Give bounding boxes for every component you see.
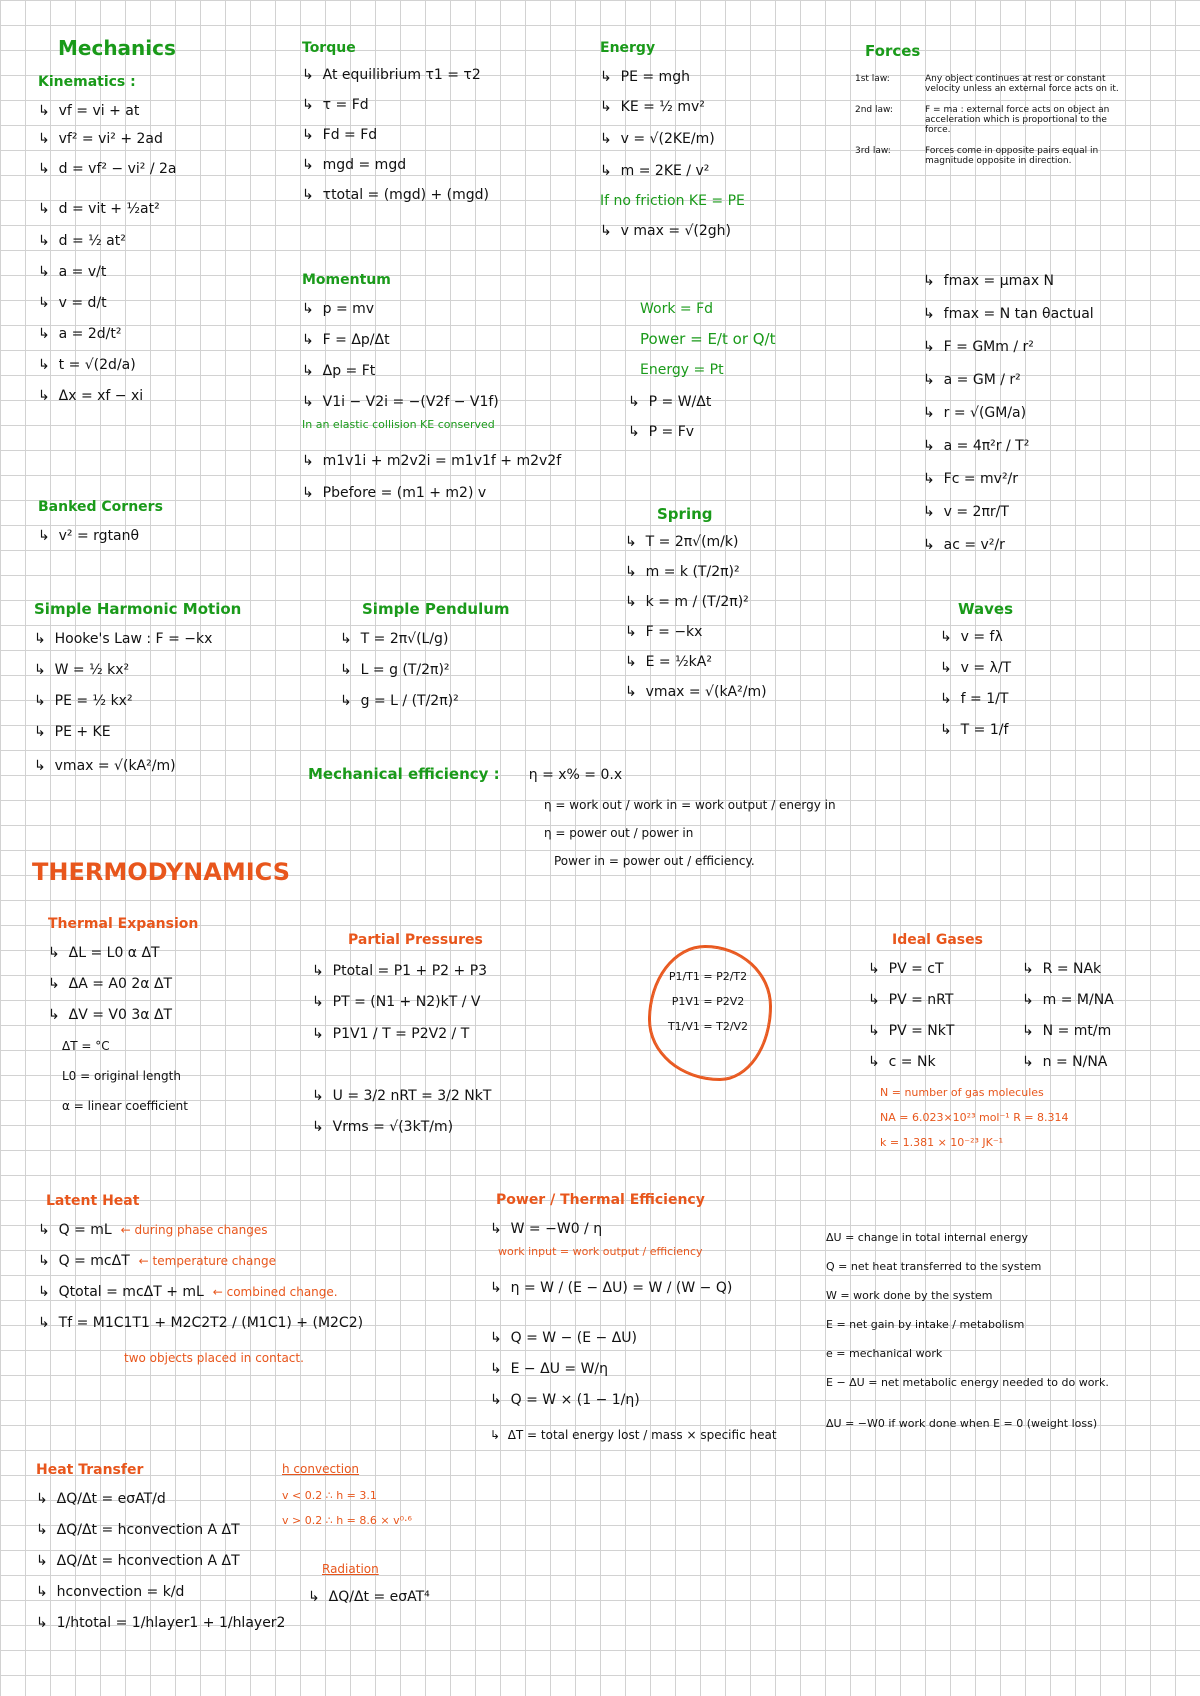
equation: ↳ ΔA = A0 2α ΔT	[48, 977, 198, 991]
equation: ↳ F = GMm / r²	[923, 340, 1094, 354]
equation: ↳ v = 2πr/T	[923, 505, 1094, 519]
equation: ↳ Δx = xf − xi	[38, 389, 177, 403]
equation: ↳ τtotal = (mgd) + (mgd)	[302, 188, 489, 202]
kinematics-section	[38, 74, 177, 403]
equation: ↳ m1v1i + m2v2i = m1v1f + m2v2f	[302, 454, 561, 468]
newton-law-2: 2nd law: F = ma : external force acts on object an acceleration which is proportional to the force.	[855, 104, 1110, 136]
pendulum-section	[340, 600, 510, 708]
equation: ↳ F = Δp/Δt	[302, 333, 561, 347]
equation: ↳ a = 4π²r / T²	[923, 439, 1094, 453]
equation: P1/T1 = P2/T2	[668, 970, 748, 983]
efficiency-section	[308, 764, 836, 867]
equation: ↳ r = √(GM/a)	[923, 406, 1094, 420]
equation: η = x% = 0.x	[528, 767, 623, 783]
equation: ↳ PV = nRT	[868, 993, 1022, 1007]
thermal-expansion-title: Thermal Expansion	[48, 916, 199, 932]
newton-law-3: 3rd law: Forces come in opposite pairs equal in magnitude opposite in direction.	[855, 145, 1099, 167]
legend-item: Q = net heat transferred to the system	[826, 1260, 1042, 1273]
equation: ↳ g = L / (T/2π)²	[340, 694, 510, 708]
definition: α = linear coefficient	[62, 1099, 188, 1113]
latent-line: ↳ Qtotal = mcΔT + mL ← combined change.	[38, 1285, 363, 1299]
equation: ↳ P1V1 / T = P2V2 / T	[312, 1027, 491, 1041]
constant-note: N = number of gas molecules	[880, 1086, 1044, 1099]
equation: ↳ ΔQ/Δt = hconvection A ΔT	[36, 1523, 285, 1537]
equation: η = work out / work in = work output / energy in	[544, 798, 836, 812]
work-power-section	[640, 302, 776, 439]
latent-heat-section	[46, 1193, 363, 1364]
equation: ↳ PE = mgh	[600, 70, 745, 84]
equation: ↳ ΔQ/Δt = eσAT⁴	[308, 1590, 430, 1604]
equation: ↳ Fc = mv²/r	[923, 472, 1094, 486]
definition: L0 = original length	[62, 1069, 181, 1083]
equation: ↳ ΔQ/Δt = eσAT/d	[36, 1492, 285, 1506]
equation: ↳ η = W / (E − ΔU) = W / (W − Q)	[490, 1281, 777, 1295]
latent-line: ↳ Q = mL ← during phase changes	[38, 1223, 363, 1237]
equation: ↳ m = 2KE / v²	[600, 164, 745, 178]
equation: ↳ hconvection = k/d	[36, 1585, 285, 1599]
radiation-title: Radiation	[322, 1562, 379, 1576]
radiation-section	[322, 1562, 430, 1604]
efficiency-note: work input = work output / efficiency	[498, 1245, 703, 1258]
legend-item: E − ΔU = net metabolic energy needed to do work.	[826, 1376, 1109, 1389]
equation: ↳ vmax = √(kA²/m)	[34, 759, 241, 773]
ideal-gases-section	[868, 932, 1114, 1148]
thermal-efficiency-title: Power / Thermal Efficiency	[496, 1192, 705, 1208]
newton-law-1: 1st law: Any object continues at rest or constant velocity unless an external force acts on it.	[855, 74, 1119, 95]
equation: Power in = power out / efficiency.	[554, 854, 755, 868]
equation: ↳ P = Fv	[628, 425, 776, 439]
equation: ↳ PE = ½ kx²	[34, 694, 241, 708]
equation: ↳ c = Nk	[868, 1055, 1022, 1069]
equation: ↳ ΔQ/Δt = hconvection A ΔT	[36, 1554, 285, 1568]
equation: v < 0.2 ∴ h = 3.1	[282, 1489, 377, 1502]
heat-transfer-title: Heat Transfer	[36, 1462, 144, 1478]
h-convection-section	[282, 1462, 412, 1526]
forces-section	[855, 42, 1155, 166]
equation: ↳ d = vit + ½at²	[38, 202, 177, 216]
momentum-section	[302, 272, 561, 500]
equation: ↳ a = GM / r²	[923, 373, 1094, 387]
waves-section	[940, 600, 1013, 737]
equation: ↳ Vrms = √(3kT/m)	[312, 1120, 491, 1134]
equation: ↳ F = −kx	[625, 625, 767, 639]
equation: ↳ T = 1/f	[940, 723, 1013, 737]
spring-section	[625, 505, 767, 699]
equation: P1V1 = P2V2	[671, 995, 745, 1008]
equation: ↳ d = ½ at²	[38, 234, 177, 248]
equation: ↳ At equilibrium τ1 = τ2	[302, 68, 489, 82]
contact-note: two objects placed in contact.	[124, 1351, 304, 1365]
equation: η = power out / power in	[544, 826, 694, 840]
equation: ↳ T = 2π√(m/k)	[625, 535, 767, 549]
kinematics-equations	[38, 104, 177, 403]
thermodynamics-title: THERMODYNAMICS	[32, 858, 290, 886]
equation: ↳ KE = ½ mv²	[600, 100, 745, 114]
legend-item: e = mechanical work	[826, 1347, 943, 1360]
thermal-efficiency-section	[490, 1192, 777, 1441]
equation: ↳ ΔV = V0 3α ΔT	[48, 1008, 198, 1022]
equation: ↳ fmax = N tan θactual	[923, 307, 1094, 321]
equation: ↳ f = 1/T	[940, 692, 1013, 706]
gas-laws-cloud-text	[658, 970, 758, 1045]
power-equation: Power = E/t or Q/t	[640, 330, 776, 348]
equation: ↳ n = N/NA	[1022, 1055, 1114, 1069]
ideal-gases-title: Ideal Gases	[892, 932, 983, 948]
partial-pressures-title: Partial Pressures	[348, 932, 483, 948]
equation: ↳ m = M/NA	[1022, 993, 1114, 1007]
equation: ↳ Q = W × (1 − 1/η)	[490, 1393, 777, 1407]
torque-title: Torque	[302, 40, 356, 56]
banked-corners-section	[38, 499, 163, 543]
shm-section	[34, 600, 241, 773]
equation: ↳ ac = v²/r	[923, 538, 1094, 552]
pendulum-title: Simple Pendulum	[362, 600, 510, 618]
kinematics-title: Kinematics :	[38, 74, 136, 90]
equation: ↳ E = ½kA²	[625, 655, 767, 669]
waves-title: Waves	[958, 600, 1014, 618]
equation: ↳ a = 2d/t²	[38, 327, 177, 341]
momentum-title: Momentum	[302, 272, 391, 288]
equation: ↳ W = −W0 / η	[490, 1222, 777, 1236]
legend-item: W = work done by the system	[826, 1289, 993, 1302]
equation: ↳ PV = NkT	[868, 1024, 1022, 1038]
equation: ↳ E − ΔU = W/η	[490, 1362, 777, 1376]
equation: ↳ vmax = √(kA²/m)	[625, 685, 767, 699]
equation: ↳ a = v/t	[38, 265, 177, 279]
equation: ↳ p = mv	[302, 302, 561, 316]
equation: ↳ Fd = Fd	[302, 128, 489, 142]
equation: ↳ PV = cT	[868, 962, 1022, 976]
variable-legend	[826, 1232, 1109, 1429]
torque-section	[302, 40, 489, 202]
equation: ↳ fmax = μmax N	[923, 274, 1094, 288]
equation: ↳ v = fλ	[940, 630, 1013, 644]
equation: ↳ t = √(2d/a)	[38, 358, 177, 372]
equation: ↳ Ptotal = P1 + P2 + P3	[312, 964, 491, 978]
equation: ↳ U = 3/2 nRT = 3/2 NkT	[312, 1089, 491, 1103]
latent-heat-title: Latent Heat	[46, 1193, 140, 1209]
equation: ↳ R = NAk	[1022, 962, 1114, 976]
equation: ↳ τ = Fd	[302, 98, 489, 112]
legend-item: ΔU = change in total internal energy	[826, 1231, 1028, 1244]
equation: ↳ PT = (N1 + N2)kT / V	[312, 995, 491, 1009]
equation: ↳ v = λ/T	[940, 661, 1013, 675]
energy-title: Energy	[600, 40, 656, 56]
efficiency-title: Mechanical efficiency :	[308, 765, 500, 783]
equation: ↳ W = ½ kx²	[34, 663, 241, 677]
equation: ↳ v² = rgtanθ	[38, 529, 163, 543]
equation: ↳ L = g (T/2π)²	[340, 663, 510, 677]
equation: ↳ k = m / (T/2π)²	[625, 595, 767, 609]
equation: ↳ Hooke's Law : F = −kx	[34, 632, 241, 646]
equation: ↳ ΔL = L0 α ΔT	[48, 946, 198, 960]
equation: ↳ Q = W − (E − ΔU)	[490, 1331, 777, 1345]
equation: v > 0.2 ∴ h = 8.6 × v⁰·⁶	[282, 1514, 412, 1527]
equation: ↳ PE + KE	[34, 725, 241, 739]
energy-section	[600, 40, 745, 238]
elastic-note: In an elastic collision KE conserved	[302, 418, 495, 431]
partial-pressures-section	[312, 932, 491, 1134]
heat-transfer-section	[36, 1462, 285, 1630]
equation: ↳ N = mt/m	[1022, 1024, 1114, 1038]
mechanics-title: Mechanics	[58, 36, 176, 60]
banked-corners-title: Banked Corners	[38, 499, 163, 515]
legend-item: ΔU = −W0 if work done when E = 0 (weight loss)	[826, 1417, 1098, 1430]
equation: ↳ mgd = mgd	[302, 158, 489, 172]
equation: ↳ ΔT = total energy lost / mass × specific heat	[490, 1429, 777, 1441]
equation: ↳ 1/htotal = 1/hlayer1 + 1/hlayer2	[36, 1616, 285, 1630]
energy-equation: Energy = Pt	[640, 362, 724, 378]
forces-title: Forces	[865, 42, 921, 60]
equation: ↳ v = d/t	[38, 296, 177, 310]
work-equation: Work = Fd	[640, 301, 714, 317]
equation: ↳ v max = √(2gh)	[600, 224, 745, 238]
no-friction-condition: If no friction KE = PE	[600, 193, 745, 209]
equation: ↳ m = k (T/2π)²	[625, 565, 767, 579]
definition: ΔT = °C	[62, 1039, 110, 1053]
shm-title: Simple Harmonic Motion	[34, 600, 242, 618]
equation: ↳ vf² = vi² + 2ad	[38, 132, 177, 146]
h-convection-title: h convection	[282, 1462, 360, 1476]
forces-equations	[923, 274, 1094, 552]
equation: ↳ Pbefore = (m1 + m2) v	[302, 486, 561, 500]
spring-title: Spring	[657, 505, 713, 523]
thermal-expansion-section	[48, 916, 198, 1112]
equation: ↳ Δp = Ft	[302, 364, 561, 378]
latent-line: ↳ Q = mcΔT ← temperature change	[38, 1254, 363, 1268]
legend-item: E = net gain by intake / metabolism	[826, 1318, 1025, 1331]
equation: ↳ T = 2π√(L/g)	[340, 632, 510, 646]
constant-note: NA = 6.023×10²³ mol⁻¹ R = 8.314	[880, 1111, 1069, 1124]
equation: ↳ d = vf² − vi² / 2a	[38, 162, 177, 176]
equation: T1/V1 = T2/V2	[667, 1020, 749, 1033]
equation: ↳ V1i − V2i = −(V2f − V1f)	[302, 395, 561, 409]
equation: ↳ P = W/Δt	[628, 395, 776, 409]
equation: ↳ v = √(2KE/m)	[600, 132, 745, 146]
equation: ↳ vf = vi + at	[38, 104, 177, 118]
latent-line: ↳ Tf = M1C1T1 + M2C2T2 / (M1C1) + (M2C2)	[38, 1316, 363, 1330]
constant-note: k = 1.381 × 10⁻²³ JK⁻¹	[880, 1136, 1004, 1149]
